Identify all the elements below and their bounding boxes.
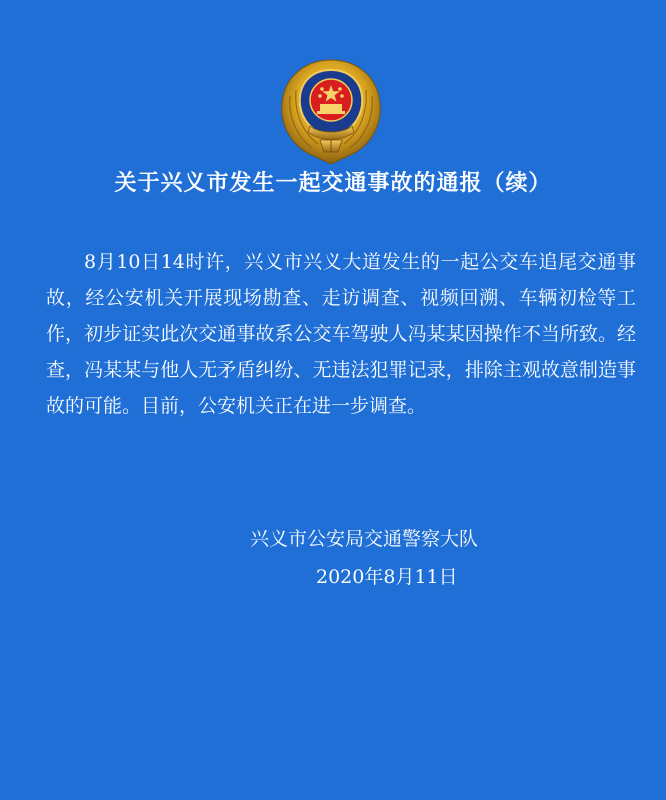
notice-title: 关于兴义市发生一起交通事故的通报（续） bbox=[114, 170, 552, 196]
notice-body: 8月10日14时许，兴义市兴义大道发生的一起公交车追尾交通事故，经公安机关开展现场勘查、走访调查、视频回溯、车辆初检等工作，初步证实此次交通事故系公交车驾驶人冯某某因操作不当所致。经查，冯某某与他人无矛盾纠纷、无违法犯罪记录，排除主观故意制造事故的可能。目前，公安机关正在进一步调查。 bbox=[46, 251, 636, 417]
police-emblem-icon bbox=[276, 56, 386, 166]
issue-date: 2020年8月11日 bbox=[316, 566, 458, 588]
issuer-signature: 兴义市公安局交通警察大队 bbox=[250, 528, 479, 550]
